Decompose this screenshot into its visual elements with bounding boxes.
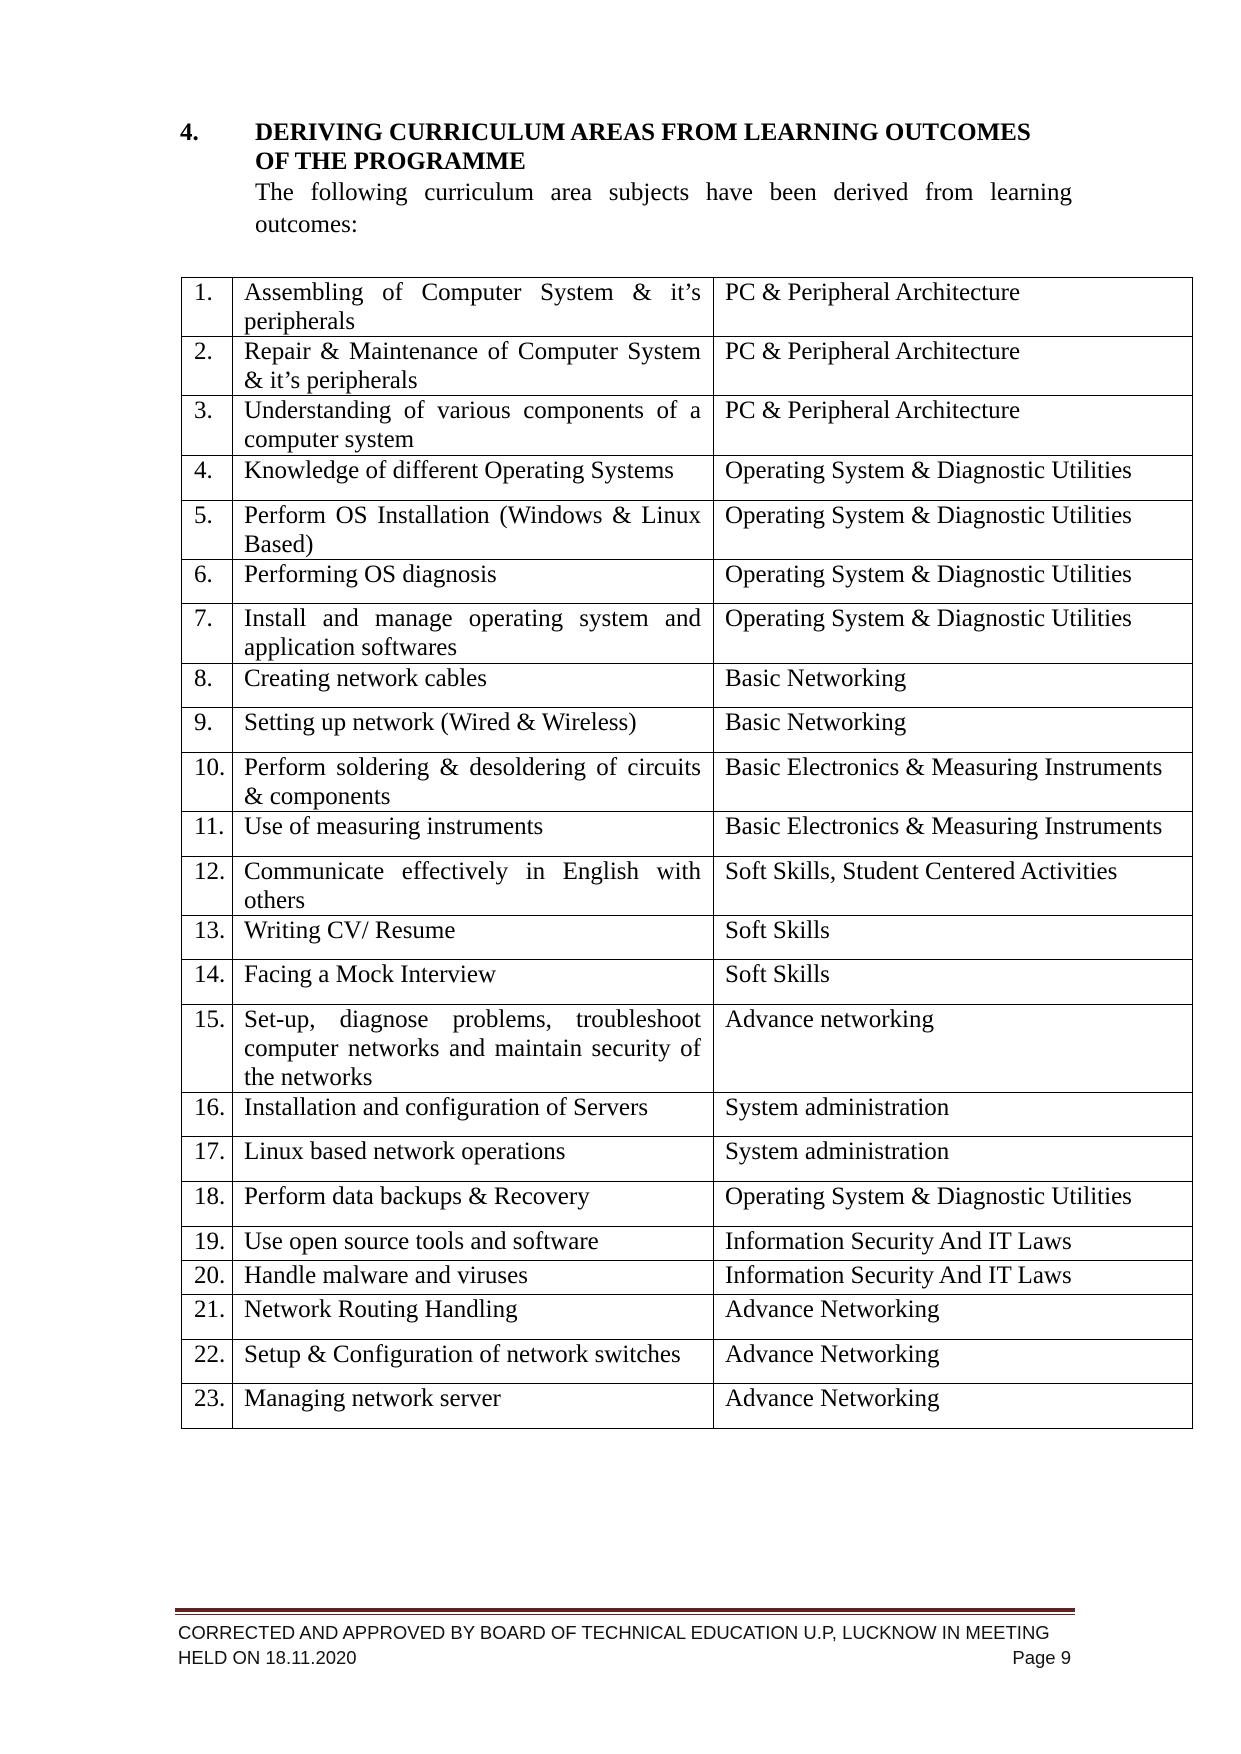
curriculum-table bbox=[181, 277, 1193, 1429]
learning-outcome: Installation and configuration of Servers bbox=[233, 1093, 714, 1136]
table-row bbox=[182, 456, 1193, 501]
table-row bbox=[182, 1182, 1193, 1227]
learning-outcome: Performing OS diagnosis bbox=[233, 560, 714, 603]
curriculum-area: System administration bbox=[714, 1137, 1193, 1181]
learning-outcome: Assembling of Computer System & it’s peripherals bbox=[233, 278, 714, 336]
curriculum-area: Basic Networking bbox=[714, 708, 1193, 752]
table-row bbox=[182, 1093, 1193, 1137]
table-row bbox=[182, 1295, 1193, 1340]
table-row bbox=[182, 337, 1193, 396]
row-number: 23. bbox=[182, 1384, 233, 1428]
learning-outcome: Setup & Configuration of network switches bbox=[233, 1340, 714, 1383]
row-number: 6. bbox=[182, 560, 233, 603]
row-number: 4. bbox=[182, 456, 233, 500]
learning-outcome: Knowledge of different Operating Systems bbox=[233, 456, 714, 500]
row-number: 9. bbox=[182, 708, 233, 752]
table-row bbox=[182, 560, 1193, 604]
learning-outcome: Facing a Mock Interview bbox=[233, 960, 714, 1004]
table-row bbox=[182, 1261, 1193, 1295]
curriculum-area: Advance Networking bbox=[714, 1295, 1193, 1339]
row-number: 16. bbox=[182, 1093, 233, 1136]
table-row bbox=[182, 916, 1193, 960]
curriculum-area: Basic Electronics & Measuring Instruments bbox=[714, 812, 1193, 856]
curriculum-area: System administration bbox=[714, 1093, 1193, 1136]
row-number: 1. bbox=[182, 278, 233, 336]
curriculum-area: Information Security And IT Laws bbox=[714, 1227, 1193, 1260]
learning-outcome: Managing network server bbox=[233, 1384, 714, 1428]
table-row bbox=[182, 960, 1193, 1005]
row-number: 10. bbox=[182, 753, 233, 811]
curriculum-area: Soft Skills, Student Centered Activities bbox=[714, 857, 1193, 915]
row-number: 8. bbox=[182, 664, 233, 707]
curriculum-area: PC & Peripheral Architecture bbox=[714, 278, 1193, 336]
row-number: 22. bbox=[182, 1340, 233, 1383]
page-number: Page 9 bbox=[1012, 1647, 1071, 1668]
table-row bbox=[182, 1005, 1193, 1093]
curriculum-area: PC & Peripheral Architecture bbox=[714, 396, 1193, 455]
table-row bbox=[182, 396, 1193, 456]
row-number: 11. bbox=[182, 812, 233, 856]
table-row bbox=[182, 1227, 1193, 1261]
row-number: 5. bbox=[182, 501, 233, 559]
curriculum-area: Information Security And IT Laws bbox=[714, 1261, 1193, 1294]
row-number: 3. bbox=[182, 396, 233, 455]
section-number: 4. bbox=[180, 119, 199, 146]
footer-approval-date: HELD ON 18.11.2020 bbox=[178, 1647, 357, 1668]
section-title-line-1: DERIVING CURRICULUM AREAS FROM LEARNING OUTCOMES bbox=[255, 119, 1031, 146]
table-row bbox=[182, 1137, 1193, 1182]
curriculum-area: Soft Skills bbox=[714, 960, 1193, 1004]
section-heading bbox=[255, 118, 1072, 242]
curriculum-area: Soft Skills bbox=[714, 916, 1193, 959]
table-row bbox=[182, 278, 1193, 337]
row-number: 20. bbox=[182, 1261, 233, 1294]
learning-outcome: Perform data backups & Recovery bbox=[233, 1182, 714, 1226]
table-row bbox=[182, 708, 1193, 753]
intro-paragraph: The following curriculum area subjects have been derived from learning outcomes: bbox=[255, 178, 1072, 239]
curriculum-area: Basic Electronics & Measuring Instruments bbox=[714, 753, 1193, 811]
learning-outcome: Linux based network operations bbox=[233, 1137, 714, 1181]
learning-outcome: Use open source tools and software bbox=[233, 1227, 714, 1260]
row-number: 21. bbox=[182, 1295, 233, 1339]
table-row bbox=[182, 664, 1193, 708]
row-number: 12. bbox=[182, 857, 233, 915]
learning-outcome: Creating network cables bbox=[233, 664, 714, 707]
row-number: 18. bbox=[182, 1182, 233, 1226]
table-row bbox=[182, 753, 1193, 812]
table-row bbox=[182, 1384, 1193, 1429]
table-row bbox=[182, 857, 1193, 916]
table-row bbox=[182, 604, 1193, 664]
section-title-line-2: OF THE PROGRAMME bbox=[255, 148, 526, 176]
curriculum-area: Operating System & Diagnostic Utilities bbox=[714, 501, 1193, 559]
curriculum-area: PC & Peripheral Architecture bbox=[714, 337, 1193, 395]
row-number: 2. bbox=[182, 337, 233, 395]
learning-outcome: Network Routing Handling bbox=[233, 1295, 714, 1339]
learning-outcome: Use of measuring instruments bbox=[233, 812, 714, 856]
footer-approval-note: CORRECTED AND APPROVED BY BOARD OF TECHNICAL EDUCATION U.P, LUCKNOW IN MEETING bbox=[178, 1622, 1050, 1643]
learning-outcome: Set-up, diagnose problems, troubleshoot computer networks and maintain security of the networks bbox=[233, 1005, 714, 1092]
row-number: 13. bbox=[182, 916, 233, 959]
learning-outcome: Install and manage operating system and application softwares bbox=[233, 604, 714, 663]
curriculum-area: Advance networking bbox=[714, 1005, 1193, 1092]
learning-outcome: Understanding of various components of a computer system bbox=[233, 396, 714, 455]
row-number: 17. bbox=[182, 1137, 233, 1181]
table-row bbox=[182, 501, 1193, 560]
table-row bbox=[182, 812, 1193, 857]
curriculum-area: Operating System & Diagnostic Utilities bbox=[714, 604, 1193, 663]
learning-outcome: Communicate effectively in English with others bbox=[233, 857, 714, 915]
learning-outcome: Handle malware and viruses bbox=[233, 1261, 714, 1294]
curriculum-area: Operating System & Diagnostic Utilities bbox=[714, 1182, 1193, 1226]
curriculum-area: Operating System & Diagnostic Utilities bbox=[714, 560, 1193, 603]
row-number: 19. bbox=[182, 1227, 233, 1260]
row-number: 15. bbox=[182, 1005, 233, 1092]
footer-second-line bbox=[178, 1645, 1071, 1670]
curriculum-area: Operating System & Diagnostic Utilities bbox=[714, 456, 1193, 500]
footer bbox=[178, 1620, 1071, 1670]
row-number: 7. bbox=[182, 604, 233, 663]
curriculum-area: Advance Networking bbox=[714, 1340, 1193, 1383]
learning-outcome: Writing CV/ Resume bbox=[233, 916, 714, 959]
learning-outcome: Perform OS Installation (Windows & Linux Based) bbox=[233, 501, 714, 559]
learning-outcome: Setting up network (Wired & Wireless) bbox=[233, 708, 714, 752]
curriculum-area: Advance Networking bbox=[714, 1384, 1193, 1428]
footer-rule bbox=[175, 1608, 1075, 1615]
learning-outcome: Repair & Maintenance of Computer System & it’s peripherals bbox=[233, 337, 714, 395]
table-row bbox=[182, 1340, 1193, 1384]
row-number: 14. bbox=[182, 960, 233, 1004]
curriculum-area: Basic Networking bbox=[714, 664, 1193, 707]
learning-outcome: Perform soldering & desoldering of circuits & components bbox=[233, 753, 714, 811]
